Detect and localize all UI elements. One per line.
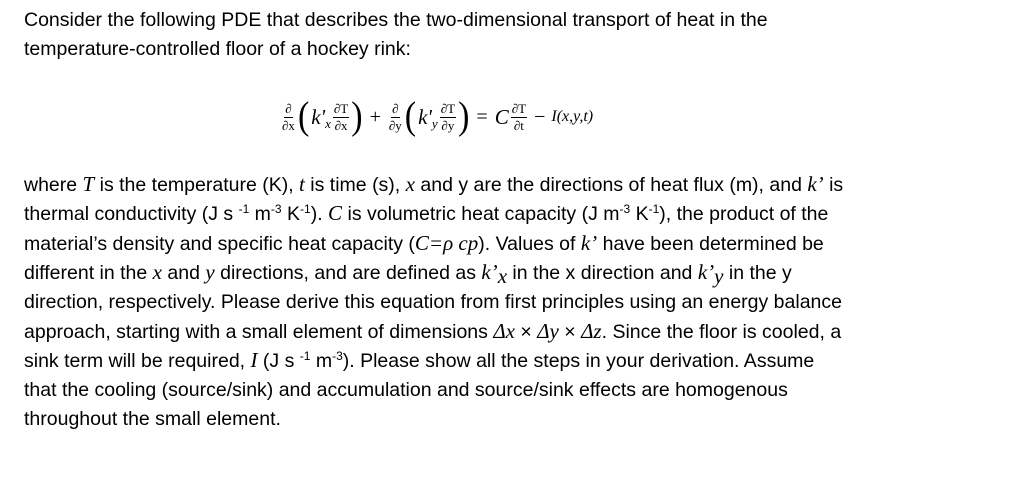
intro-paragraph: [24, 6, 1004, 65]
intro-line-1: Consider the following PDE that describes the two-dimensional transport of heat in the: [24, 9, 768, 31]
minus-sign: −: [534, 105, 546, 128]
plus-sign: +: [369, 105, 381, 128]
equals-sign: =: [476, 105, 488, 128]
body-line-4: different in the x and y directions, and are defined as $k’_x$ in the x direction and $k’_y$ in the y: [24, 260, 792, 289]
body-line-7: sink term will be required, I (J s $^{-1}$ $m^{-3}$). Please show all the steps in your derivation. Assume: [24, 348, 815, 373]
heat-capacity-C: C: [494, 104, 509, 129]
partial-y-operator: $\frac{\partial}{\partial y}$: [388, 100, 402, 133]
body-line-3: material’s density and specific heat capacity (C=ρ cp). Values of k’ have been determined be: [24, 230, 824, 255]
body-line-8: that the cooling (source/sink) and accumulation and source/sink effects are homogenous: [24, 378, 788, 401]
dT-dx: $\frac{\partial T}{\partial x}$: [333, 100, 349, 133]
pde-equation: $\frac{\partial}{\partial x}$ ( $k'_x$ $\frac{\partial T}{\partial x}$ ) + $\frac{\partial}{\partial y}$ ( $k'_y$ $\frac{\partial T}{\partial y}$ ) = C $\frac{\partial T}{\partial t}$ − I(x,y,t): [282, 95, 594, 138]
sink-term: I(x,y,t): [551, 108, 594, 125]
k-prime-x: $k'_x$: [311, 104, 331, 131]
body-line-5: direction, respectively. Please derive this equation from first principles using an energy balance: [24, 290, 842, 313]
intro-line-2: temperature-controlled floor of a hockey rink:: [24, 38, 411, 61]
body-line-6: approach, starting with a small element of dimensions Δx × Δy × Δz. Since the floor is cooled, a: [24, 318, 842, 343]
partial-x-operator: $\frac{\partial}{\partial x}$: [282, 100, 295, 133]
body-line-1: where T is the temperature (K), t is time (s), x and y are the directions of heat flux (m), and k’ is: [24, 172, 844, 196]
body-line-9: throughout the small element.: [24, 408, 281, 431]
k-prime-y: $k'_y$: [418, 104, 438, 131]
body-line-2: thermal conductivity (J s $^{-1}$ $m^{-3}$ $K^{-1}$). C is volumetric heat capacity (J $m^{-3}$ $K^{-1}$), the product of the: [24, 201, 829, 226]
dT-dt: $\frac{\partial T}{\partial t}$: [511, 100, 527, 133]
dT-dy: $\frac{\partial T}{\partial y}$: [440, 100, 456, 133]
body-paragraph: [24, 170, 1004, 435]
